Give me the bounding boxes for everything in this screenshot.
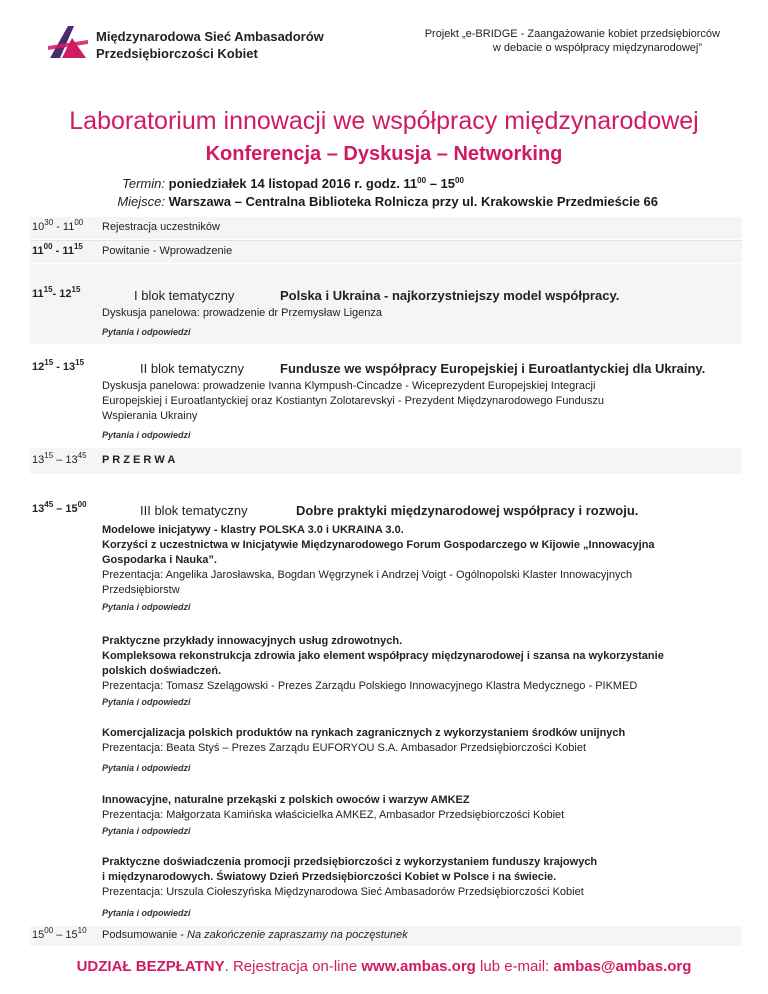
page-subtitle: Konferencja – Dyskusja – Networking <box>205 143 563 165</box>
s: 30 <box>44 218 54 227</box>
agenda-desc: Powitanie - Wprowadzenie <box>102 245 233 257</box>
summary-text: Podsumowanie - <box>102 929 187 941</box>
org-name-line2: Przedsiębiorczości Kobiet <box>96 46 258 61</box>
s: 45 <box>77 451 87 460</box>
s: 00 <box>43 242 53 251</box>
registration-link[interactable]: www.ambas.org <box>361 958 476 975</box>
termin-label: Termin: <box>122 176 165 191</box>
t: 12 <box>32 361 45 373</box>
s: 15 <box>44 358 54 367</box>
t: – 15 <box>53 503 78 515</box>
agenda-block-2 <box>30 345 742 447</box>
item-title: Gospodarka i Nauka”. <box>102 554 217 566</box>
item-title: Praktyczne przykłady innowacyjnych usług zdrowotnych. <box>102 635 403 647</box>
agenda-row-registration <box>30 217 742 239</box>
item-title: polskich doświadczeń. <box>102 665 222 677</box>
t: 15 <box>32 929 45 941</box>
footer <box>0 958 768 975</box>
s: 15 <box>75 358 85 367</box>
t: 13 <box>32 503 45 515</box>
s: 00 <box>77 500 87 509</box>
item-title: Komercjalizacja polskich produktów na rynkach zagranicznych z wykorzystaniem środków unijnych <box>102 727 626 739</box>
s: 45 <box>44 500 54 509</box>
footer-text: lub e-mail: <box>475 958 554 975</box>
t: - 12 <box>52 288 72 300</box>
presentation-4 <box>102 793 742 823</box>
t: - 11 <box>53 221 75 233</box>
project-line1: Projekt „e-BRIDGE - Zaangażowanie kobiet przedsiębiorców <box>424 28 720 40</box>
t: 13 <box>32 454 45 466</box>
panel-line: Wspierania Ukrainy <box>102 410 198 422</box>
time-label <box>32 358 85 373</box>
item-title: Kompleksowa rekonstrukcja zdrowia jako element współpracy międzynarodowej i szansa na wykorzystanie <box>102 650 664 662</box>
s: 15 <box>73 242 83 251</box>
qa-label: Pytania i odpowiedzi <box>102 602 191 612</box>
miejsce-label: Miejsce: <box>117 194 165 209</box>
item-title: Praktyczne doświadczenia promocji przedsiębiorczości z wykorzystaniem funduszy krajowych <box>102 856 598 868</box>
termin-date: poniedziałek 14 listopad 2016 r. godz. 11 <box>168 176 418 191</box>
page-header <box>0 0 768 80</box>
agenda-row-break <box>30 448 742 474</box>
t: - 11 <box>52 245 74 257</box>
item-title: Modelowe inicjatywy - klastry POLSKA 3.0 i UKRAINA 3.0. <box>102 524 404 536</box>
item-title: i międzynarodowych. Światowy Dzień Przedsiębiorczości Kobiet w Polsce i na świecie. <box>102 871 557 883</box>
agenda-block-1 <box>30 264 742 344</box>
time-label <box>32 218 84 233</box>
block-title: Dobre praktyki międzynarodowej współpracy i rozwoju. <box>296 503 639 518</box>
qa-label: Pytania i odpowiedzi <box>102 697 191 707</box>
qa-label: Pytania i odpowiedzi <box>102 908 191 918</box>
logo-icon <box>46 22 90 62</box>
miejsce-line <box>103 194 658 209</box>
t: 11 <box>32 288 44 300</box>
time-label <box>32 285 81 300</box>
agenda-desc <box>102 929 408 941</box>
organization-name <box>96 28 324 62</box>
project-line2: w debacie o współpracy międzynarodowej” <box>492 42 702 54</box>
block-title: Polska i Ukraina - najkorzystniejszy model współpracy. <box>280 288 620 303</box>
panel-line: Europejskiej i Euroatlantyckiej oraz Kostiantyn Zolotarevskyi - Prezydent Międzynarodowego Funduszu <box>102 395 604 407</box>
item-title: Korzyści z uczestnictwa w Inicjatywie Międzynarodowego Forum Gospodarczego w Kijowie „Innowacyjna <box>102 539 655 551</box>
block-title: Fundusze we współpracy Europejskiej i Euroatlantyckiej dla Ukrainy. <box>280 361 706 376</box>
agenda-row-welcome <box>30 241 742 263</box>
presentation-3 <box>102 726 742 756</box>
item-presenter: Przedsiębiorstw <box>102 584 180 596</box>
qa-label: Pytania i odpowiedzi <box>102 763 191 773</box>
miejsce-value: Warszawa – Centralna Biblioteka Rolnicza przy ul. Krakowskie Przedmieście 66 <box>168 194 658 209</box>
t: - 13 <box>53 361 76 373</box>
s: 10 <box>77 926 87 935</box>
email-link[interactable]: ambas@ambas.org <box>553 958 692 975</box>
panel-text: Dyskusja panelowa: prowadzenie dr Przemysław Ligenza <box>102 307 383 319</box>
termin-dash: – 15 <box>426 176 455 191</box>
t: 10 <box>32 221 45 233</box>
time-label <box>32 451 87 466</box>
presentation-2 <box>102 634 742 694</box>
summary-italic: Na zakończenie zapraszamy na poczęstunek <box>187 929 408 941</box>
t: 11 <box>32 245 44 257</box>
item-presenter: Prezentacja: Urszula Ciołeszyńska Międzynarodowa Sieć Ambasadorów Przedsiębiorczości Kobiet <box>102 886 584 898</box>
termin-line <box>103 176 464 191</box>
time-label <box>32 500 87 515</box>
presentation-1 <box>102 523 742 598</box>
agenda-desc: P R Z E R W A <box>102 454 176 466</box>
item-presenter: Prezentacja: Małgorzata Kamińska właścicielka AMKEZ, Ambasador Przedsiębiorczości Kobiet <box>102 809 565 821</box>
presentation-5 <box>102 855 742 900</box>
s: 00 <box>44 926 54 935</box>
s: 15 <box>71 285 81 294</box>
panel-line: Dyskusja panelowa: prowadzenie Ivanna Klympush-Cincadze - Wiceprezydent Europejskiej Integracji <box>102 380 596 392</box>
time-label <box>32 242 83 257</box>
block-label: I blok tematyczny <box>134 288 235 303</box>
free-label: UDZIAŁ BEZPŁATNY <box>76 958 225 975</box>
termin-sup-end: 00 <box>455 176 464 185</box>
agenda-row-summary <box>30 926 742 946</box>
block-label: II blok tematyczny <box>140 361 245 376</box>
project-info <box>380 27 720 55</box>
s: 15 <box>43 285 53 294</box>
footer-text: . Rejestracja on-line <box>224 958 362 975</box>
time-label <box>32 926 87 941</box>
t: – 15 <box>53 929 78 941</box>
item-title: Innowacyjne, naturalne przekąski z polskich owoców i warzyw AMKEZ <box>102 794 470 806</box>
org-name-line1: Międzynarodowa Sieć Ambasadorów <box>96 29 324 44</box>
item-presenter: Prezentacja: Tomasz Szelągowski - Prezes Zarządu Polskiego Innowacyjnego Klastra Medycznego - PIKMED <box>102 680 638 692</box>
qa-label: Pytania i odpowiedzi <box>102 826 191 836</box>
page-title: Laboratorium innowacji we współpracy międzynarodowej <box>69 107 699 135</box>
qa-label: Pytania i odpowiedzi <box>102 327 191 337</box>
agenda-block-3 <box>30 475 742 925</box>
block-label: III blok tematyczny <box>140 503 248 518</box>
s: 15 <box>44 451 54 460</box>
s: 00 <box>74 218 84 227</box>
panel-text <box>102 379 742 424</box>
item-presenter: Prezentacja: Beata Styś – Prezes Zarządu EUFORYOU S.A. Ambasador Przedsiębiorczości Kobiet <box>102 742 587 754</box>
item-presenter: Prezentacja: Angelika Jarosławska, Bogdan Węgrzynek i Andrzej Voigt - Ogólnopolski Klaster Innowacyjnych <box>102 569 633 581</box>
termin-sup-start: 00 <box>417 176 427 185</box>
t: – 13 <box>53 454 78 466</box>
agenda-desc: Rejestracja uczestników <box>102 221 220 233</box>
qa-label: Pytania i odpowiedzi <box>102 430 191 440</box>
